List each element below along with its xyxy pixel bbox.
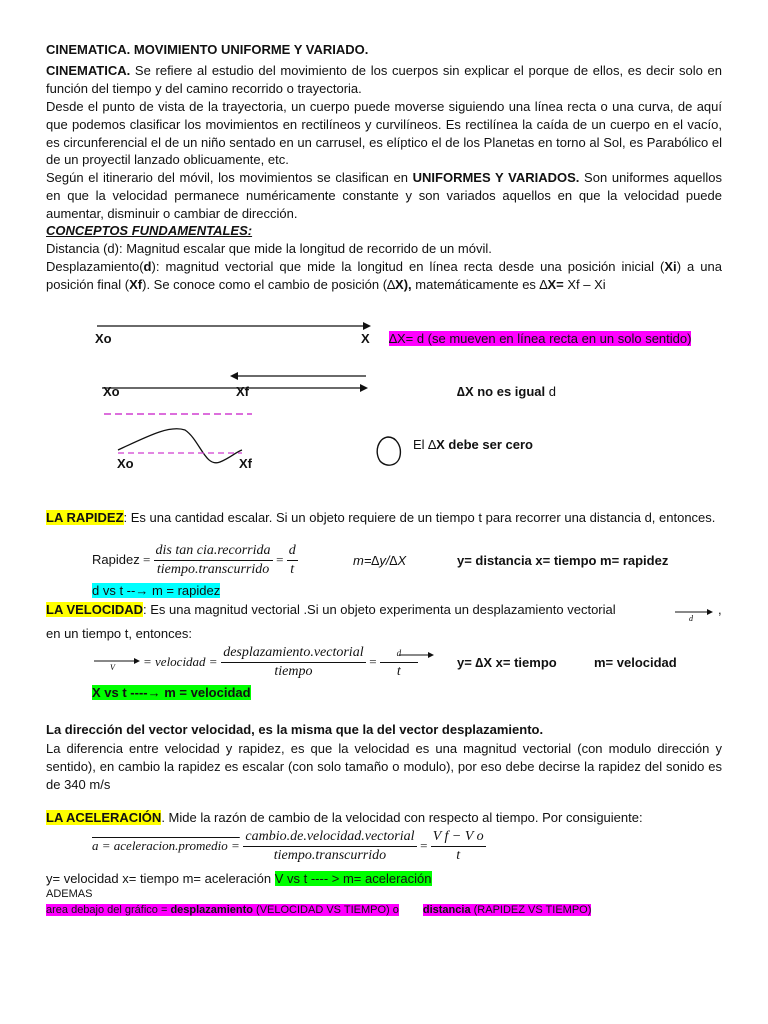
row3-note [413, 437, 533, 452]
trajectory-paragraph: Desde el punto de vista de la trayectoria, un cuerpo puede moverse siguiendo una línea recta o una curva, de aquí que podemos clasificar los movimientos en rectilíneos y curvilíneos. Es rectilínea la caída de un cuerpo en el vacío, es circunferencial el de un niño sentado en un carrusel, es elíptico el de los Planetas en torno al Sol, es Parabólico el de un proyectil lanzado oblicuamente, etc. [46, 99, 722, 168]
speed-text: : Es una cantidad escalar. Si un objeto requiere de un tiempo t para recorrer una distancia d, entonces. [123, 510, 716, 525]
speed-slope: m=∆y/∆X [353, 553, 407, 568]
velocity-vars-b: m= velocidad [594, 655, 677, 670]
speed-graph-note: d vs t --→ m = rapidez [92, 583, 221, 598]
velocity-line1 [46, 602, 616, 617]
speed-fraction [154, 542, 273, 579]
velocity-frac2-num: d [380, 644, 418, 663]
acceleration-label: LA ACELERACIÓN [46, 810, 162, 825]
closed-path-circle [377, 437, 400, 465]
area-e: (RAPIDEZ VS TIEMPO) [470, 904, 592, 916]
speed-formula-lhs: Rapidez [92, 551, 140, 567]
disp-j: X= [547, 276, 564, 292]
velocity-comma: , [718, 602, 722, 617]
acceleration-frac2-den: t [456, 848, 461, 863]
disp-e: ) a una posición final ( [46, 259, 722, 292]
velocity-fraction [221, 644, 365, 681]
vector-d-arrow [673, 604, 715, 624]
disp-c: ): magnitud vectorial que mide la longitud en línea recta desde una posición inicial ( [151, 259, 665, 274]
row2-arrow-back-head [230, 372, 238, 380]
velocity-graph-note: X vs t ----→ m = velocidad [92, 685, 251, 700]
direction-statement: La dirección del vector velocidad, es la misma que la del vector desplazamiento. [46, 722, 544, 737]
acceleration-formula: a = aceleracion.promedio = $\frac{\text{cambio.de.velocidad.vectorial}}{\text{tiempo.transcurrido}}$ = $\frac{\text{V f − V o}}{t}$ [92, 829, 484, 863]
displacement-definition [46, 258, 722, 294]
velocity-label: LA VELOCIDAD [46, 602, 144, 617]
itinerary-before: Según el itinerario del móvil, los movimientos se clasifican en [46, 170, 413, 185]
speed-paragraph [46, 509, 722, 527]
row1-end-label: X [361, 331, 370, 346]
row1-start-label: Xo [95, 331, 112, 346]
velocity-vars-a: y= ∆X x= tiempo [457, 655, 557, 670]
disp-f: Xf [129, 276, 143, 292]
row3-note-a: El ∆ [413, 437, 437, 452]
disp-a: Desplazamiento( [46, 259, 144, 274]
area-b: desplazamiento [170, 904, 253, 916]
speed-label: LA RAPIDEZ [46, 510, 124, 525]
acceleration-frac-num: cambio.de.velocidad.vectorial [243, 828, 416, 847]
speed-frac-den: tiempo.transcurrido [156, 562, 270, 577]
disp-i: matemáticamente es ∆ [411, 276, 548, 292]
ademas-label: ADEMAS [46, 888, 93, 900]
row3-note-b: X debe ser cero [436, 437, 533, 452]
speed-fraction-2 [287, 542, 298, 579]
row2-end-label: Xf [236, 384, 249, 399]
acceleration-line [46, 810, 643, 825]
velocity-graph-note-a: X vs t ---- [92, 685, 148, 700]
intro-term: CINEMATICA. [46, 63, 131, 78]
vector-v-arrow [92, 652, 142, 672]
acceleration-fraction [243, 828, 416, 865]
vector-v-label: V [110, 663, 115, 672]
velocity-frac-den: tiempo [274, 664, 313, 679]
row2-start-label: Xo [103, 384, 120, 399]
row1-note: ∆X= d (se mueven en línea recta en un solo sentido) [389, 331, 692, 346]
speed-frac-num: dis tan cia.recorrida [154, 542, 273, 561]
row1-arrow-head [363, 322, 371, 330]
velocity-line2: en un tiempo t, entonces: [46, 626, 192, 641]
acceleration-graph-note: V vs t ---- > m= aceleración [274, 871, 432, 886]
acceleration-vars: y= velocidad x= tiempo m= aceleración [46, 871, 275, 886]
disp-d: Xi [664, 259, 677, 274]
vector-d-label: d [689, 614, 693, 623]
speed-graph-note-a: d vs t -- [92, 583, 136, 598]
disp-k: Xf – Xi [563, 276, 606, 292]
acceleration-formula-lhs: a = aceleracion.promedio = [92, 837, 240, 853]
velocity-frac-arrow [398, 652, 438, 662]
speed-vars: y= distancia x= tiempo m= rapidez [457, 553, 669, 568]
row3-end-label: Xf [239, 456, 252, 471]
area-a: area debajo del gráfico = [46, 904, 171, 916]
acceleration-frac2-num: V f − V o [431, 828, 486, 847]
disp-g: ). Se conoce como el cambio de posición (∆ [142, 276, 396, 292]
disp-h: X), [395, 276, 412, 292]
velocity-formula-mid: = velocidad = [143, 653, 218, 669]
speed-frac2-den: t [290, 562, 295, 577]
itinerary-after: Son uniformes aquellos en que la velocidad permanece numéricamente constante y son variados aquellos en que la velocidad puede aumentar, disminuir o cambiar de dirección. [46, 170, 722, 221]
acceleration-frac-den: tiempo.transcurrido [273, 848, 387, 863]
acceleration-fraction-2 [431, 828, 486, 865]
area-note [46, 904, 591, 916]
velocity-frac-num: desplazamiento.vectorial [221, 644, 365, 663]
speed-graph-note-b: m = rapidez [148, 583, 221, 598]
difference-paragraph: La diferencia entre velocidad y rapidez, es que la velocidad es una magnitud vectorial (con modulo dirección y sentido), en cambio la rapidez es escalar (con solo tamaño o modulo), por eso debe decirse la rapidez del sonido es de 340 m/s [46, 741, 722, 792]
acceleration-text: . Mide la razón de cambio de la velocidad con respecto al tiempo. Por consiguiente: [161, 810, 643, 825]
row2-arrow-fwd-head [360, 384, 368, 392]
velocity-text: : Es una magnitud vectorial .Si un objeto experimenta un desplazamiento vectorial [143, 602, 616, 617]
acceleration-vars-line [46, 871, 432, 886]
speed-frac2-num: d [287, 542, 298, 561]
page-title: CINEMATICA. MOVIMIENTO UNIFORME Y VARIADO. [46, 42, 369, 57]
intro-text: Se refiere al estudio del movimiento de los cuerpos sin explicar el porque de ellos, es decir solo en función del tiempo y del camino recorrido o trayectoria. [46, 63, 722, 96]
velocity-formula: = velocidad = $\frac{\text{desplazamiento.vectorial}}{\text{tiempo}}$ = $\frac{d}{t}$ [143, 644, 418, 681]
concepts-heading: CONCEPTOS FUNDAMENTALES: [46, 223, 253, 238]
velocity-frac2-den: t [396, 664, 401, 679]
row2-note-rest: d [545, 384, 556, 399]
velocity-graph-note-b: m = velocidad [160, 685, 251, 700]
row2-note [457, 384, 556, 399]
intro-paragraph [46, 62, 722, 98]
velocity-fraction-2 [380, 644, 418, 681]
distance-definition: Distancia (d): Magnitud escalar que mide la longitud de recorrido de un móvil. [46, 241, 492, 256]
itinerary-bold: UNIFORMES Y VARIADOS. [412, 170, 580, 185]
itinerary-paragraph [46, 169, 722, 222]
area-c: (VELOCIDAD VS TIEMPO) o [252, 904, 399, 916]
disp-b: d [143, 259, 152, 274]
speed-formula: Rapidez = $\frac{\text{dis tan cia.recorrida}}{\text{tiempo.transcurrido}}$ = $\frac{d}{t}$ [92, 543, 296, 577]
row3-start-label: Xo [117, 456, 134, 471]
row3-curve [118, 429, 242, 463]
row2-note-bold: ∆X no es igual [457, 384, 546, 399]
area-d: distancia [422, 904, 471, 916]
